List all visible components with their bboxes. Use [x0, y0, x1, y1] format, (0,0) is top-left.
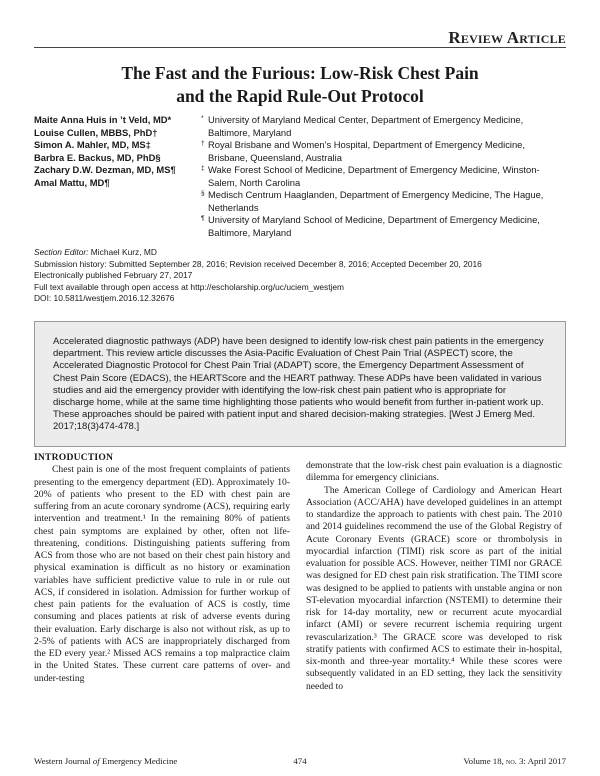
volume-part: Volume 18,: [463, 756, 506, 766]
text-line: (ASPECT) score, the Accelerated Diagnostic Protocol for Chest Pain Trial (ADAPT) score, the Emergency: [53, 348, 513, 372]
text-line: patients presenting to the emergency department (ED).: [34, 464, 290, 488]
title-line-2: and the Rapid Rule-Out Protocol: [176, 86, 424, 106]
journal-name-part: of: [92, 756, 100, 766]
text-line: shared decision-making strategies. [West J Emerg Med. 2017;18(3)474-478.]: [53, 409, 535, 433]
text-line: Department Assessment of Chest Pain Score (EDACS), the HEARTScore and the HEART pathway. These: [53, 360, 524, 384]
text-line: the emergency department. This review article discusses the Asia-Pacific Evaluation of Chest Pain Trial: [53, 336, 544, 360]
text-line: patients with unstable angina or non ST-elevation myocardial: [306, 582, 562, 606]
text-line: validated in an ED setting, they lack the sensitivity needed to: [306, 668, 562, 692]
section-label: Review Article: [448, 28, 566, 47]
text-line: remaining 80% of patients chest pain symptoms are explained: [34, 513, 290, 537]
affiliation-line: Brisbane, Queensland, Australia: [208, 151, 342, 163]
author: Maite Anna Huis in ’t Veld, MD*: [34, 114, 172, 125]
article-title: [40, 62, 560, 108]
text-line: Association (ACC/AHA) have developed guidelines in an: [306, 496, 531, 508]
journal-name-part: Western Journal: [34, 756, 93, 766]
author: Zachary D.W. Dezman, MD, MS¶: [34, 164, 176, 175]
affiliation-line: Medisch Centrum Haaglanden, Department of Emergency Medicine, The Hague,: [208, 189, 544, 200]
text-line: confirmed ACS to estimate their in-hospital, six-month and: [306, 643, 563, 667]
paragraph: [306, 460, 562, 485]
author-list: [34, 114, 204, 189]
text-line: who would benefit from further in-patient work up. These approaches should be paired with patient input and: [53, 397, 544, 421]
text-line: thrombolysis in myocardial infarction (TIMI) risk score as part: [306, 533, 562, 557]
abstract-box: [34, 321, 566, 447]
text-line: These current care patterns of over- and under-testing: [34, 660, 290, 684]
text-line: is also not without risk, as up to 2-5% of patients with ACS are: [34, 623, 290, 647]
volume-part: . 3: April 2017: [514, 756, 566, 766]
affiliation: [201, 139, 571, 164]
text-line: attempt to standardize the approach to patients with chest pain.: [306, 496, 562, 520]
article-metadata: [34, 247, 574, 305]
affiliation-mark: §: [201, 190, 205, 197]
published-date: Electronically published February 27, 2017: [34, 270, 193, 280]
text-line: diagnostic dilemma for emergency clinicians.: [306, 460, 562, 484]
paragraph: [34, 464, 290, 685]
text-line: three-year mortality.⁴ While these scores were subsequently: [306, 656, 562, 680]
text-line: chest pain are suffering from an acute coronary syndrome: [34, 488, 291, 512]
text-line: their chest pain history and physical examination is difficult as: [34, 550, 290, 574]
author: Barbra E. Backus, MD, PhD§: [34, 151, 161, 163]
text-line: The 2010 and 2014 guidelines recommend the use of the Global: [306, 509, 562, 533]
fulltext-link[interactable]: Full text available through open access at http://escholarship.org/uc/uciem_westjem: [34, 281, 345, 292]
author: Louise Cullen, MBBS, PhD†: [34, 126, 158, 138]
text-line: TIMI nor GRACE was designed for ED chest pain risk: [306, 558, 562, 582]
text-line: value to rule in or rule out ACS, if considered in isolation.: [34, 574, 290, 598]
affiliation: [201, 214, 571, 239]
text-line: Registry of Acute Coronary Events (GRACE) score or: [306, 521, 563, 545]
section-heading-introduction: INTRODUCTION: [34, 452, 114, 463]
affiliation-line: Netherlands: [208, 201, 259, 213]
text-line: chest pain patient who is appropriate for discharge home, while at the same time highlighting those patients: [53, 384, 507, 409]
text-line: Accelerated diagnostic pathways (ADP) have been designed to identify low-risk chest pain patients in: [53, 336, 479, 347]
doi[interactable]: DOI: 10.5811/westjem.2016.12.32676: [34, 293, 175, 303]
affiliation: [201, 164, 571, 189]
text-line: mortality, new or recurrent acute myocardial infarct (AMI) or: [306, 607, 563, 631]
left-column: [34, 452, 290, 685]
text-line: at risk of adverse events during their evaluation. Early discharge: [34, 611, 290, 635]
text-line: by other, often not life-threatening, conditions. Distinguishing: [34, 525, 290, 549]
abstract-text: [53, 336, 547, 434]
affiliation-line: Baltimore, Maryland: [208, 226, 292, 238]
submission-history: Submission history: Submitted September 28, 2016; Revision received December 8, 2016; Accepted December 20, 2016: [34, 258, 482, 269]
text-line: Admission for further workup of chest pain patients for the: [34, 586, 291, 610]
affiliation-list: [201, 114, 571, 239]
text-line: severe recurrent ischemia requiring urgent revascularization.³: [306, 619, 562, 643]
affiliation-line: Wake Forest School of Medicine, Department of Emergency Medicine, Winston-: [208, 164, 540, 175]
journal-name-part: Emergency Medicine: [99, 756, 178, 766]
section-editor-label: Section Editor:: [34, 247, 89, 257]
text-line: The GRACE score was developed to risk stratify patients with: [306, 631, 562, 655]
text-line: infarction (NSTEMI) to determine their risk for 14-day: [306, 594, 562, 618]
affiliation: [201, 114, 571, 139]
affiliation: [201, 189, 571, 214]
text-line: ADPs have been validated in various studies and aid the emergency provider with identifying the low-risk: [53, 372, 542, 396]
title-line-1: The Fast and the Furious: Low-Risk Chest Pain: [121, 63, 479, 83]
text-line: Chest pain is one of the most frequent complaints of: [52, 464, 258, 476]
affiliation-line: Salem, North Carolina: [208, 176, 301, 188]
header-rule: [34, 47, 566, 48]
volume-issue: [463, 756, 566, 766]
section-editor-name: Michael Kurz, MD: [88, 247, 157, 257]
affiliation-line: University of Maryland Medical Center, Department of Emergency Medicine,: [208, 114, 524, 125]
author: Amal Mattu, MD¶: [34, 176, 110, 188]
text-line: no history or examination variables have sufficient predictive: [34, 562, 290, 586]
affiliation-line: Baltimore, Maryland: [208, 126, 292, 138]
affiliation-mark: †: [201, 140, 205, 147]
text-line: ACS remains a top malpractice claim in the United States.: [34, 648, 290, 672]
text-line: Approximately 10-20% of patients who present to the ED with: [34, 476, 290, 500]
text-line: stratification. The TIMI score was designed to be applied to: [306, 570, 562, 594]
affiliation-mark: ¶: [201, 215, 205, 222]
text-line: patients suffering from ACS from those who are not based on: [34, 537, 290, 561]
text-line: inappropriately discharged from the ED every year.² Missed: [34, 635, 290, 659]
right-column: [306, 460, 562, 693]
text-line: The American College of Cardiology and American Heart: [324, 484, 562, 496]
section-editor: [34, 247, 574, 259]
paragraph: [306, 485, 562, 693]
page-number: 474: [293, 756, 307, 766]
affiliation-mark: *: [201, 115, 204, 122]
affiliation-line: Royal Brisbane and Women’s Hospital, Department of Emergency Medicine,: [208, 139, 525, 150]
text-line: demonstrate that the low-risk chest pain evaluation is a: [306, 460, 520, 471]
volume-part: no: [506, 756, 515, 766]
text-line: evaluation of ACS is costly, time consuming and places patients: [34, 599, 290, 623]
text-line: of the initial evaluation for possible ACS. However, neither: [306, 545, 562, 569]
author: Simon A. Mahler, MD, MS‡: [34, 139, 151, 150]
affiliation-line: University of Maryland School of Medicine, Department of Emergency Medicine,: [208, 214, 540, 225]
text-line: (ACS), requiring early intervention and treatment.¹ In the: [34, 501, 290, 525]
affiliation-mark: ‡: [201, 165, 205, 172]
